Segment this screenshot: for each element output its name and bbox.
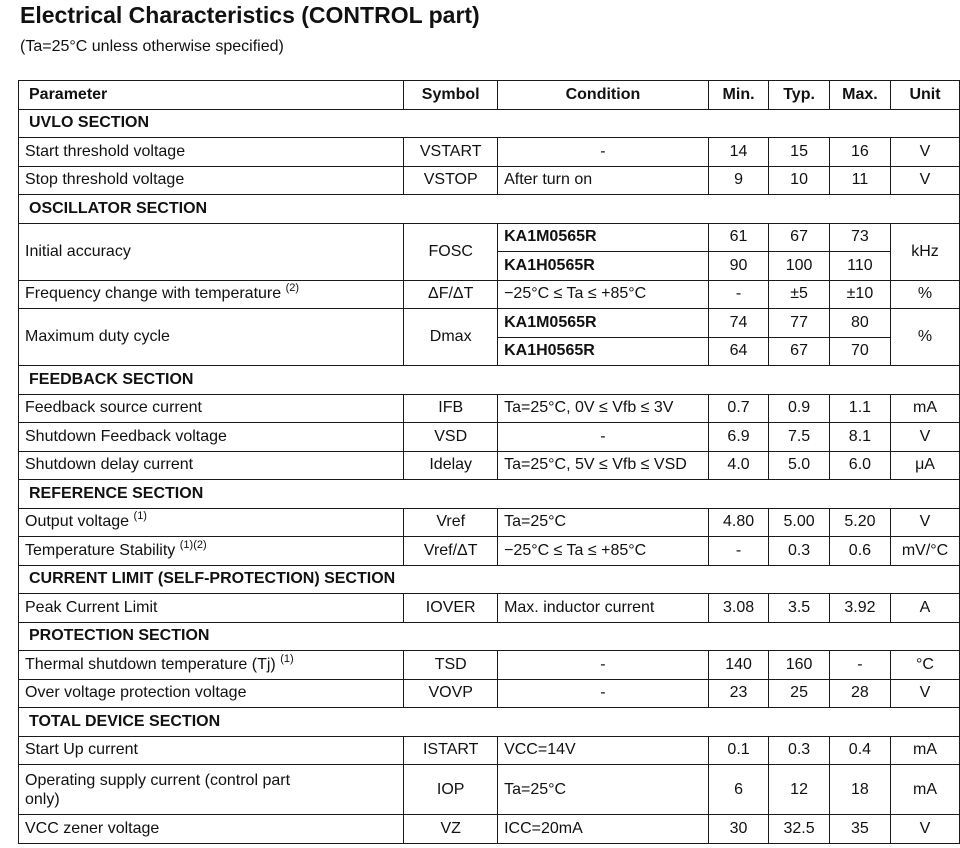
max-cell: 11 <box>829 166 890 195</box>
table-row <box>19 765 960 815</box>
footnote-ref: (2) <box>285 282 300 295</box>
section-row <box>19 622 960 651</box>
table-row <box>19 423 960 452</box>
table-row <box>19 138 960 167</box>
typ-cell: 0.3 <box>769 736 830 765</box>
min-cell: 9 <box>708 166 769 195</box>
header-symbol: Symbol <box>404 81 498 110</box>
unit-cell: V <box>891 815 960 844</box>
max-cell: 16 <box>829 138 890 167</box>
typ-cell: 100 <box>769 252 830 281</box>
max-cell: 5.20 <box>829 508 890 537</box>
unit-cell: V <box>891 508 960 537</box>
unit-cell: °C <box>891 651 960 680</box>
symbol-cell: VOVP <box>404 679 498 708</box>
symbol-cell: VZ <box>404 815 498 844</box>
section-row <box>19 195 960 224</box>
min-cell: 0.7 <box>708 394 769 423</box>
condition-cell: - <box>498 679 709 708</box>
param-cell: Feedback source current <box>19 394 404 423</box>
param-cell: Shutdown Feedback voltage <box>19 423 404 452</box>
unit-cell: mA <box>891 736 960 765</box>
min-cell: 64 <box>708 337 769 366</box>
param-cell: Operating supply current (control part only) <box>19 765 404 815</box>
condition-cell: Ta=25°C <box>498 765 709 815</box>
condition-cell: Ta=25°C, 0V ≤ Vfb ≤ 3V <box>498 394 709 423</box>
min-cell: 4.0 <box>708 451 769 480</box>
typ-cell: 77 <box>769 309 830 338</box>
param-cell <box>19 508 404 537</box>
unit-cell: kHz <box>891 223 960 280</box>
table-row <box>19 508 960 537</box>
symbol-cell: FOSC <box>404 223 498 280</box>
max-cell: 0.4 <box>829 736 890 765</box>
table-row <box>19 166 960 195</box>
param-text: Frequency change with temperature <box>25 285 282 303</box>
param-cell <box>19 537 404 566</box>
condition-cell: KA1H0565R <box>498 252 709 281</box>
header-typ: Typ. <box>769 81 830 110</box>
typ-cell: 0.3 <box>769 537 830 566</box>
condition-cell: - <box>498 423 709 452</box>
min-cell: 90 <box>708 252 769 281</box>
max-cell: 8.1 <box>829 423 890 452</box>
table-row <box>19 394 960 423</box>
page-title: Electrical Characteristics (CONTROL part) <box>20 2 480 28</box>
page-subtitle: (Ta=25°C unless otherwise specified) <box>20 38 284 55</box>
condition-cell: ICC=20mA <box>498 815 709 844</box>
table-row <box>19 815 960 844</box>
typ-cell: 67 <box>769 223 830 252</box>
header-parameter: Parameter <box>19 81 404 110</box>
section-reference: REFERENCE SECTION <box>19 480 960 509</box>
unit-cell: V <box>891 138 960 167</box>
min-cell: 14 <box>708 138 769 167</box>
condition-cell: Ta=25°C, 5V ≤ Vfb ≤ VSD <box>498 451 709 480</box>
max-cell: 80 <box>829 309 890 338</box>
max-cell: 110 <box>829 252 890 281</box>
typ-cell: 5.00 <box>769 508 830 537</box>
section-row <box>19 480 960 509</box>
typ-cell: 15 <box>769 138 830 167</box>
param-cell: Stop threshold voltage <box>19 166 404 195</box>
typ-cell: 3.5 <box>769 594 830 623</box>
table-row <box>19 223 960 252</box>
param-cell: Start threshold voltage <box>19 138 404 167</box>
unit-cell: % <box>891 309 960 366</box>
electrical-characteristics-table <box>18 80 960 844</box>
typ-cell: 67 <box>769 337 830 366</box>
max-cell: 0.6 <box>829 537 890 566</box>
condition-cell: −25°C ≤ Ta ≤ +85°C <box>498 280 709 309</box>
max-cell: - <box>829 651 890 680</box>
param-text: Output voltage <box>25 513 130 531</box>
param-text: Thermal shutdown temperature (Tj) <box>25 655 276 673</box>
min-cell: 30 <box>708 815 769 844</box>
table-row <box>19 679 960 708</box>
table-row <box>19 280 960 309</box>
symbol-cell: TSD <box>404 651 498 680</box>
condition-cell: VCC=14V <box>498 736 709 765</box>
typ-cell: 160 <box>769 651 830 680</box>
section-protection: PROTECTION SECTION <box>19 622 960 651</box>
table-row <box>19 736 960 765</box>
unit-cell: V <box>891 166 960 195</box>
min-cell: - <box>708 280 769 309</box>
max-cell: ±10 <box>829 280 890 309</box>
param-text: Temperature Stability <box>25 541 176 559</box>
symbol-cell: IOP <box>404 765 498 815</box>
min-cell: 4.80 <box>708 508 769 537</box>
section-feedback: FEEDBACK SECTION <box>19 366 960 395</box>
symbol-cell: VSD <box>404 423 498 452</box>
table-row <box>19 309 960 338</box>
max-cell: 35 <box>829 815 890 844</box>
symbol-cell: IOVER <box>404 594 498 623</box>
symbol-cell: ΔF/ΔT <box>404 280 498 309</box>
footnote-ref: (1) <box>280 652 294 665</box>
table-row <box>19 451 960 480</box>
max-cell: 70 <box>829 337 890 366</box>
condition-cell: −25°C ≤ Ta ≤ +85°C <box>498 537 709 566</box>
unit-cell: V <box>891 423 960 452</box>
condition-cell: Ta=25°C <box>498 508 709 537</box>
table-row <box>19 594 960 623</box>
min-cell: 61 <box>708 223 769 252</box>
param-cell: Start Up current <box>19 736 404 765</box>
typ-cell: ±5 <box>769 280 830 309</box>
param-cell: Maximum duty cycle <box>19 309 404 366</box>
symbol-cell: IFB <box>404 394 498 423</box>
symbol-cell: ISTART <box>404 736 498 765</box>
typ-cell: 10 <box>769 166 830 195</box>
section-current-limit: CURRENT LIMIT (SELF-PROTECTION) SECTION <box>19 565 960 594</box>
symbol-cell: VSTOP <box>404 166 498 195</box>
unit-cell: mA <box>891 394 960 423</box>
min-cell: 6 <box>708 765 769 815</box>
symbol-cell: VSTART <box>404 138 498 167</box>
footnote-ref: (1)(2) <box>179 538 207 551</box>
symbol-cell: Vref <box>404 508 498 537</box>
unit-cell: mA <box>891 765 960 815</box>
param-cell: Over voltage protection voltage <box>19 679 404 708</box>
condition-cell: After turn on <box>498 166 709 195</box>
header-condition: Condition <box>498 81 709 110</box>
table-row <box>19 537 960 566</box>
table-row <box>19 651 960 680</box>
condition-cell: KA1M0565R <box>498 223 709 252</box>
header-unit: Unit <box>891 81 960 110</box>
max-cell: 73 <box>829 223 890 252</box>
symbol-cell: Vref/ΔT <box>404 537 498 566</box>
unit-cell: A <box>891 594 960 623</box>
min-cell: 23 <box>708 679 769 708</box>
unit-cell: V <box>891 679 960 708</box>
table-header-row <box>19 81 960 110</box>
symbol-cell: Dmax <box>404 309 498 366</box>
typ-cell: 32.5 <box>769 815 830 844</box>
header-max: Max. <box>829 81 890 110</box>
unit-cell: % <box>891 280 960 309</box>
typ-cell: 5.0 <box>769 451 830 480</box>
typ-cell: 25 <box>769 679 830 708</box>
min-cell: 0.1 <box>708 736 769 765</box>
max-cell: 3.92 <box>829 594 890 623</box>
section-oscillator: OSCILLATOR SECTION <box>19 195 960 224</box>
condition-cell: - <box>498 138 709 167</box>
max-cell: 1.1 <box>829 394 890 423</box>
max-cell: 18 <box>829 765 890 815</box>
section-row <box>19 109 960 138</box>
min-cell: 3.08 <box>708 594 769 623</box>
param-cell: Peak Current Limit <box>19 594 404 623</box>
param-cell: Shutdown delay current <box>19 451 404 480</box>
min-cell: - <box>708 537 769 566</box>
min-cell: 74 <box>708 309 769 338</box>
section-uvlo: UVLO SECTION <box>19 109 960 138</box>
max-cell: 6.0 <box>829 451 890 480</box>
symbol-cell: Idelay <box>404 451 498 480</box>
typ-cell: 0.9 <box>769 394 830 423</box>
typ-cell: 12 <box>769 765 830 815</box>
unit-cell: mV/°C <box>891 537 960 566</box>
min-cell: 140 <box>708 651 769 680</box>
condition-cell: KA1M0565R <box>498 309 709 338</box>
param-cell: Initial accuracy <box>19 223 404 280</box>
section-row <box>19 366 960 395</box>
section-total-device: TOTAL DEVICE SECTION <box>19 708 960 737</box>
footnote-ref: (1) <box>133 510 147 523</box>
header-min: Min. <box>708 81 769 110</box>
param-cell <box>19 651 404 680</box>
condition-cell: - <box>498 651 709 680</box>
max-cell: 28 <box>829 679 890 708</box>
condition-cell: KA1H0565R <box>498 337 709 366</box>
min-cell: 6.9 <box>708 423 769 452</box>
section-row <box>19 565 960 594</box>
param-cell: VCC zener voltage <box>19 815 404 844</box>
typ-cell: 7.5 <box>769 423 830 452</box>
section-row <box>19 708 960 737</box>
unit-cell: μA <box>891 451 960 480</box>
condition-cell: Max. inductor current <box>498 594 709 623</box>
param-cell <box>19 280 404 309</box>
